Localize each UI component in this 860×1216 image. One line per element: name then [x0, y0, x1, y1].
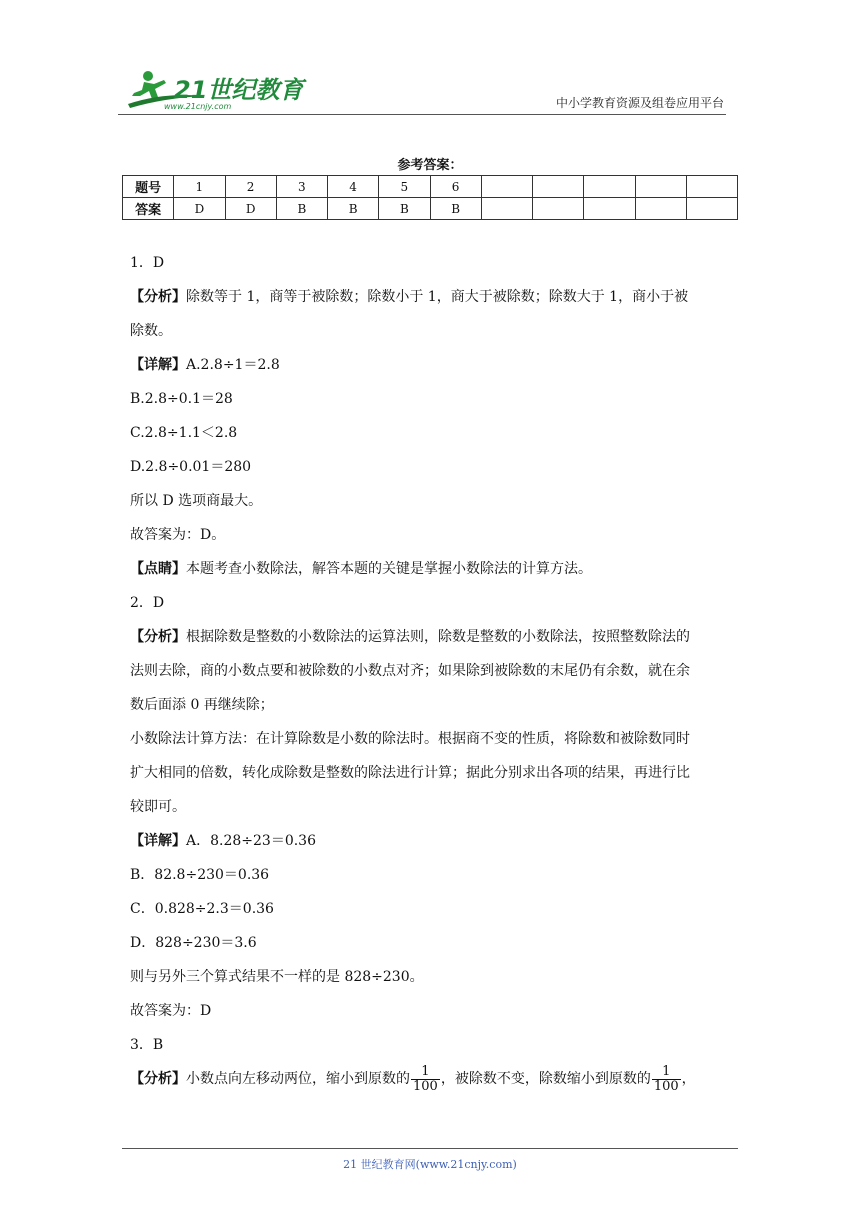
- fraction-numerator: 1: [652, 1065, 681, 1080]
- line-text: 2．D: [130, 595, 165, 611]
- question-number: 4: [328, 176, 379, 198]
- explanation-line: [130, 756, 730, 790]
- line-text: B.2.8÷0.1＝28: [130, 391, 233, 407]
- line-text: 小数除法计算方法：在计算除数是小数的除法时。根据商不变的性质，将除数和被除数同时: [130, 731, 690, 747]
- explanation-line: [130, 348, 730, 382]
- answer-value: [481, 198, 532, 220]
- answer-value: B: [430, 198, 481, 220]
- explanation-line: [130, 654, 730, 688]
- line-text: 扩大相同的倍数，转化成除数是整数的除法进行计算；据此分别求出各项的结果，再进行比: [130, 765, 690, 781]
- line-text: ，: [681, 1071, 696, 1087]
- answer-value: B: [379, 198, 430, 220]
- answer-value: D: [225, 198, 276, 220]
- explanation-line: [130, 280, 730, 314]
- line-text: A．8.28÷23＝0.36: [186, 833, 316, 849]
- question-number: [481, 176, 532, 198]
- logo-text: 21世纪教育: [174, 76, 304, 104]
- fraction-numerator: 1: [411, 1065, 440, 1080]
- answer-value: [686, 198, 737, 220]
- answer-value: [635, 198, 686, 220]
- line-text: C．0.828÷2.3＝0.36: [130, 901, 274, 917]
- question-number: [635, 176, 686, 198]
- line-text: 数后面添 0 再继续除；: [130, 697, 274, 713]
- line-text: 除数等于 1，商等于被除数；除数小于 1，商大于被除数；除数大于 1，商小于被: [186, 289, 689, 305]
- answers-title: 参考答案：: [397, 158, 463, 173]
- question-number: [533, 176, 584, 198]
- explanation-line: [130, 1028, 730, 1062]
- logo-url: www.21cnjy.com: [164, 102, 232, 111]
- explanation-line: [130, 994, 730, 1028]
- explanation-line: [130, 722, 730, 756]
- question-number: [584, 176, 635, 198]
- section-tag: 【详解】: [130, 833, 186, 849]
- answer-value: B: [276, 198, 327, 220]
- row-label-number: 题号: [123, 176, 174, 198]
- explanation-line: [130, 892, 730, 926]
- explanation-line: [130, 1062, 730, 1096]
- explanation-line: [130, 246, 730, 280]
- fraction-denominator: 100: [413, 1078, 438, 1094]
- explanation-line: [130, 552, 730, 586]
- section-tag: 【点睛】: [130, 561, 186, 577]
- header-divider: [118, 114, 726, 115]
- platform-name: 中小学教育资源及组卷应用平台: [555, 96, 724, 110]
- line-text: 3．B: [130, 1037, 164, 1053]
- explanation-line: [130, 314, 730, 348]
- fraction: [652, 1065, 681, 1094]
- line-text: 较即可。: [130, 799, 186, 815]
- explanation-line: [130, 824, 730, 858]
- line-text: D.2.8÷0.01＝280: [130, 459, 252, 475]
- line-text: 除数。: [130, 323, 172, 339]
- answer-table: [122, 175, 738, 220]
- line-text: 本题考查小数除法，解答本题的关键是掌握小数除法的计算方法。: [186, 561, 592, 577]
- explanation-lines: [130, 246, 730, 1062]
- answer-value: [584, 198, 635, 220]
- section-tag: 【分析】: [130, 1071, 186, 1087]
- footer-divider: [122, 1148, 738, 1149]
- line-text: 1．D: [130, 255, 165, 271]
- fraction-denominator: 100: [653, 1078, 679, 1094]
- line-text: C.2.8÷1.1＜2.8: [130, 425, 238, 441]
- answer-value: B: [328, 198, 379, 220]
- explanation-line: [130, 926, 730, 960]
- line-text: B．82.8÷230＝0.36: [130, 867, 270, 883]
- footer-text: 21 世纪教育网(www.21cnjy.com): [343, 1158, 517, 1171]
- answer-value: [533, 198, 584, 220]
- explanations: [130, 246, 730, 1096]
- explanation-line: [130, 484, 730, 518]
- explanation-line: [130, 790, 730, 824]
- line-text: 法则去除，商的小数点要和被除数的小数点对齐；如果除到被除数的末尾仍有余数，就在余: [130, 663, 690, 679]
- page-header: [118, 62, 726, 114]
- question-number: 6: [430, 176, 481, 198]
- explanation-line: [130, 586, 730, 620]
- question-number: [686, 176, 737, 198]
- line-text: ，被除数不变，除数缩小到原数的: [440, 1071, 651, 1087]
- line-text: D．828÷230＝3.6: [130, 935, 257, 951]
- section-tag: 【分析】: [130, 629, 186, 645]
- runner-head-icon: [143, 71, 153, 81]
- table-row-numbers: [123, 176, 738, 198]
- line-text: 根据除数是整数的小数除法的运算法则，除数是整数的小数除法，按照整数除法的: [186, 629, 690, 645]
- explanation-line: [130, 688, 730, 722]
- row-label-answer: 答案: [123, 198, 174, 220]
- fraction: [411, 1065, 440, 1094]
- line-text: 则与另外三个算式结果不一样的是 828÷230。: [130, 969, 424, 985]
- line-text: 小数点向左移动两位，缩小到原数的: [186, 1071, 410, 1087]
- section-tag: 【详解】: [130, 357, 186, 373]
- explanation-line: [130, 518, 730, 552]
- line-text: 故答案为：D: [130, 1003, 212, 1019]
- question-number: 3: [276, 176, 327, 198]
- explanation-line: [130, 450, 730, 484]
- explanation-line: [130, 960, 730, 994]
- explanation-line: [130, 382, 730, 416]
- question-number: 1: [174, 176, 225, 198]
- line-text: A.2.8÷1＝2.8: [186, 357, 280, 373]
- logo: [124, 66, 324, 112]
- runner-body-icon: [132, 80, 166, 99]
- line-text: 所以 D 选项商最大。: [130, 493, 263, 509]
- section-tag: 【分析】: [130, 289, 186, 305]
- explanation-line: [130, 620, 730, 654]
- explanation-line: [130, 858, 730, 892]
- answer-value: D: [174, 198, 225, 220]
- question-number: 2: [225, 176, 276, 198]
- line-text: 故答案为：D。: [130, 527, 226, 543]
- table-row-answers: [123, 198, 738, 220]
- question-number: 5: [379, 176, 430, 198]
- explanation-line: [130, 416, 730, 450]
